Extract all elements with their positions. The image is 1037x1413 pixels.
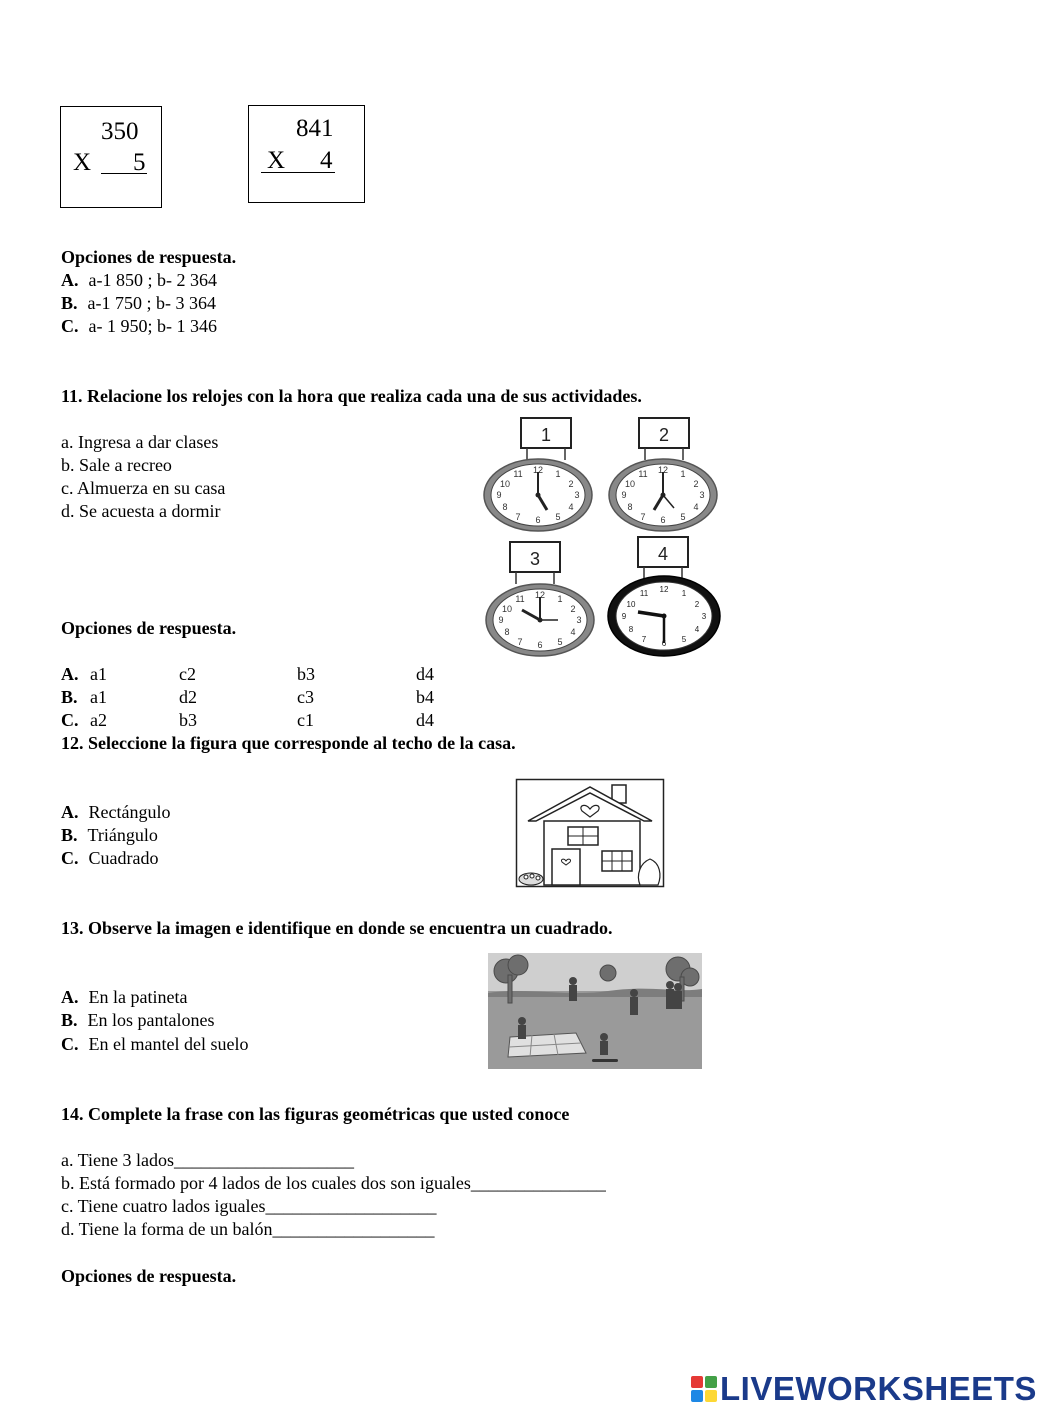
brand-name: LIVEWORKSHEETS: [720, 1370, 1037, 1407]
q14-line-c: c. Tiene cuatro lados iguales___________________: [61, 1196, 437, 1216]
q11-activity-b: b. Sale a recreo: [61, 455, 172, 475]
q13-option-b: [61, 1009, 215, 1032]
svg-text:8: 8: [504, 627, 510, 637]
q14-title: 14. Complete la frase con las figuras geométricas que usted conoce: [61, 1104, 570, 1124]
multiplication-a-sign: X: [73, 149, 92, 176]
svg-text:4: 4: [694, 625, 700, 634]
q11-activity-c: c. Almuerza en su casa: [61, 478, 226, 498]
svg-text:12: 12: [532, 465, 544, 475]
park-illustration: [488, 953, 702, 1069]
option-col-1: a1: [90, 687, 107, 707]
svg-text:1: 1: [557, 594, 563, 604]
multiplication-a-bottom: 5: [133, 149, 146, 176]
svg-text:5: 5: [681, 635, 687, 644]
clock-4-label: 4: [657, 544, 669, 564]
option-letter: B.: [61, 825, 78, 845]
q12-option-a: [61, 801, 170, 824]
q14-line-b: b. Está formado por 4 lados de los cuales dos son iguales_______________: [61, 1173, 606, 1193]
svg-text:12: 12: [659, 585, 669, 594]
svg-text:1: 1: [680, 469, 686, 479]
svg-text:7: 7: [515, 512, 521, 522]
q13-title: 13. Observe la imagen e identifique en donde se encuentra un cuadrado.: [61, 918, 613, 938]
option-col-2: b3: [179, 710, 197, 730]
option-col-4: d4: [416, 710, 434, 730]
option-letter: B.: [61, 687, 78, 707]
multiplication-a-top: 350: [101, 118, 139, 145]
option-letter: C.: [61, 1034, 79, 1054]
option-col-1: a2: [90, 710, 107, 730]
svg-text:11: 11: [513, 469, 523, 479]
q11-option-b: [61, 686, 481, 709]
multiplication-box-b: [248, 105, 365, 203]
clock-4: [606, 535, 722, 659]
clock-1-label: 1: [540, 425, 552, 445]
svg-text:11: 11: [638, 469, 648, 479]
clock-3-label: 3: [529, 549, 541, 569]
option-letter: A.: [61, 664, 79, 684]
option-text: En los pantalones: [87, 1010, 215, 1030]
q12-option-b: [61, 824, 158, 847]
q11-option-a: [61, 663, 481, 686]
q12-title: 12. Seleccione la figura que corresponde al techo de la casa.: [61, 733, 516, 753]
svg-text:4: 4: [570, 627, 576, 637]
svg-text:7: 7: [640, 512, 646, 522]
option-letter: B.: [61, 1010, 78, 1030]
q10-option-a: [61, 269, 217, 292]
option-text: En el mantel del suelo: [88, 1034, 249, 1054]
clock-3: [484, 540, 596, 658]
svg-text:6: 6: [535, 515, 541, 525]
svg-text:2: 2: [568, 479, 574, 489]
option-text: Cuadrado: [88, 848, 159, 868]
svg-text:5: 5: [555, 512, 561, 522]
svg-text:3: 3: [574, 490, 580, 500]
q11-activity-a: a. Ingresa a dar clases: [61, 432, 219, 452]
option-col-3: b3: [297, 664, 315, 684]
clock-1: [481, 416, 593, 532]
q14-line-d: d. Tiene la forma de un balón__________________: [61, 1219, 435, 1239]
option-text: a-1 750 ; b- 3 364: [87, 293, 216, 313]
svg-text:9: 9: [621, 490, 627, 500]
multiplication-box-a: [60, 106, 162, 208]
svg-text:10: 10: [624, 479, 636, 489]
option-text: a- 1 950; b- 1 346: [88, 316, 217, 336]
svg-text:8: 8: [627, 502, 633, 512]
svg-text:2: 2: [570, 604, 576, 614]
option-letter: C.: [61, 710, 79, 730]
q10-option-c: [61, 315, 217, 338]
option-letter: B.: [61, 293, 78, 313]
svg-text:11: 11: [515, 594, 525, 604]
multiplication-b-top: 841: [296, 115, 334, 142]
svg-text:12: 12: [657, 465, 669, 475]
house-illustration: [516, 779, 664, 887]
svg-text:10: 10: [626, 600, 636, 609]
svg-text:9: 9: [496, 490, 502, 500]
option-col-4: b4: [416, 687, 434, 707]
clock-2-label: 2: [658, 425, 670, 445]
svg-text:2: 2: [693, 479, 699, 489]
option-text: Triángulo: [87, 825, 158, 845]
q11-options-title: Opciones de respuesta.: [61, 618, 237, 638]
option-letter: C.: [61, 316, 79, 336]
svg-text:7: 7: [641, 635, 647, 644]
option-col-4: d4: [416, 664, 434, 684]
svg-text:3: 3: [576, 615, 582, 625]
svg-text:3: 3: [701, 612, 707, 621]
option-letter: C.: [61, 848, 79, 868]
svg-text:10: 10: [499, 479, 511, 489]
q13-option-c: [61, 1033, 248, 1056]
svg-text:11: 11: [639, 589, 649, 598]
option-col-2: d2: [179, 687, 197, 707]
option-letter: A.: [61, 987, 79, 1007]
q13-option-a: [61, 986, 187, 1009]
svg-text:1: 1: [681, 589, 687, 598]
liveworksheets-icon: [690, 1375, 718, 1403]
svg-text:2: 2: [694, 600, 700, 609]
svg-text:7: 7: [517, 637, 523, 647]
q10-option-b: [61, 292, 216, 315]
option-col-2: c2: [179, 664, 196, 684]
option-text: En la patineta: [88, 987, 188, 1007]
svg-text:6: 6: [537, 640, 543, 650]
svg-text:8: 8: [628, 625, 634, 634]
svg-text:3: 3: [699, 490, 705, 500]
q14-line-a: a. Tiene 3 lados____________________: [61, 1150, 355, 1170]
option-col-1: a1: [90, 664, 107, 684]
option-text: Rectángulo: [88, 802, 171, 822]
option-col-3: c1: [297, 710, 314, 730]
q14-options-title: Opciones de respuesta.: [61, 1266, 237, 1286]
option-col-3: c3: [297, 687, 314, 707]
svg-text:1: 1: [555, 469, 561, 479]
multiplication-b-bottom: 4: [320, 147, 333, 174]
multiplication-a-underline: [101, 173, 147, 174]
svg-text:12: 12: [534, 590, 546, 600]
multiplication-b-sign: X: [267, 147, 286, 174]
svg-text:8: 8: [502, 502, 508, 512]
svg-text:4: 4: [693, 502, 699, 512]
svg-text:5: 5: [557, 637, 563, 647]
q11-activity-d: d. Se acuesta a dormir: [61, 501, 221, 521]
svg-text:9: 9: [498, 615, 504, 625]
q11-title: 11. Relacione los relojes con la hora que realiza cada una de sus actividades.: [61, 386, 642, 406]
q10-options-title: Opciones de respuesta.: [61, 247, 237, 267]
multiplication-b-underline: [261, 172, 335, 173]
svg-text:6: 6: [660, 515, 666, 525]
q12-option-c: [61, 847, 158, 870]
svg-text:10: 10: [501, 604, 513, 614]
option-letter: A.: [61, 270, 79, 290]
svg-text:6: 6: [661, 639, 667, 648]
svg-text:4: 4: [568, 502, 574, 512]
option-text: a-1 850 ; b- 2 364: [88, 270, 217, 290]
option-letter: A.: [61, 802, 79, 822]
svg-text:5: 5: [680, 512, 686, 522]
q11-option-c: [61, 709, 481, 732]
svg-text:9: 9: [621, 612, 627, 621]
clock-2: [607, 416, 719, 532]
